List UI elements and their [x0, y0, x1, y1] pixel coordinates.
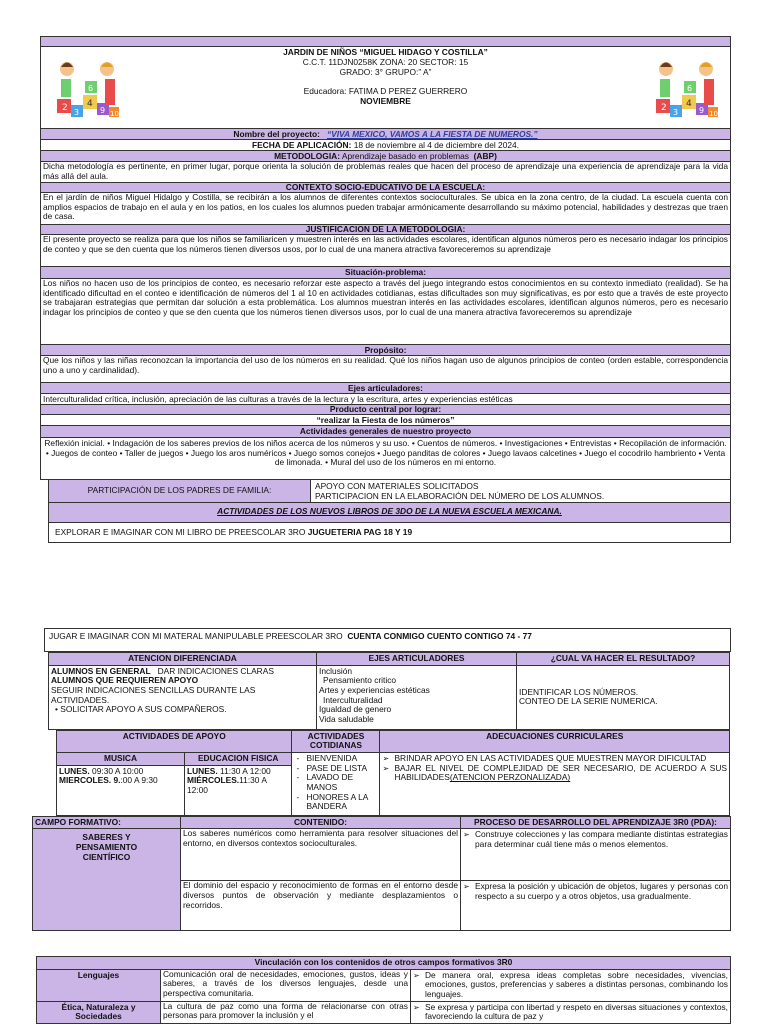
date-row	[40, 140, 731, 151]
music-cell	[57, 765, 185, 815]
pe-cell	[185, 765, 292, 815]
method-value: Aprendizaje basado en problemas	[341, 151, 469, 161]
pda-2: ➢ Expresa la posición y ubicación de objetos, lugares y personas con respecto a su cuerpo y a otros objetos, usa gradualmente.	[463, 882, 728, 901]
product-title: Producto central por lograr:	[40, 405, 731, 415]
links-pda: ➢ Se expresa y participa con libertad y respeto en diversas situaciones y contextos, favoreciendo la cultura de paz y	[413, 1003, 728, 1022]
school-cct: C.C.T. 11DJN0258K ZONA: 20 SECTOR: 15	[302, 57, 469, 67]
parents-value-2: PARTICIPACION EN LA ELABORACIÓN DEL NÚMERO DE LOS ALUMNOS.	[315, 491, 605, 501]
pe-day-1: LUNES.	[187, 765, 218, 776]
links-content: Comunicación oral de necesidades, emociones, gustos, ideas y saberes, a través de los diversos lenguajes, desde una perspectiva comunitaria.	[161, 969, 411, 1001]
adaptation-item-2: ➢ BAJAR EL NIVEL DE COMPLEJIDAD DE SER NECESARIO, DE ACUERDO A SUS HABILIDADES(ATENCION PERZONALIZADA)	[382, 764, 727, 783]
context-title: CONTEXTO SOCIO-EDUCATIVO DE LA ESCUELA:	[40, 183, 731, 193]
links-campo: Lenguajes	[37, 969, 161, 1001]
book-2-activity: CUENTA CONMIGO CUENTO CONTIGO 74 - 77	[347, 631, 532, 641]
method-abbr: (ABP)	[473, 151, 497, 161]
method-label: METODOLOGIA:	[274, 151, 340, 161]
content-header: CONTENIDO:	[181, 816, 461, 829]
svg-text:2: 2	[661, 103, 667, 113]
axes-header: EJES ARTICULADORES	[317, 653, 517, 666]
book-1-name: EXPLORAR E IMAGINAR CON MI LIBRO DE PREESCOLAR 3RO	[55, 527, 306, 537]
context-text: En el jardín de niños Miguel Hidalgo y Costilla, se recibirán a los alumnos de diferentes contextos socioculturales. Se ubica en la zona centro, de la ciudad. La escuela cuenta con amplios espacios de trabajo en el aula y en los patios, en los cuales los alumnos pueden trabajar armónicamente desarrollando su máximo potencial, habilidades y destrezas que traen de casa.	[40, 193, 731, 225]
page-3	[36, 956, 731, 1024]
content-table	[32, 816, 731, 932]
pda-1: ➢ Construye colecciones y las compara mediante distintas estrategias para determinar cuál tiene más o menos elementos.	[463, 830, 728, 849]
axes-cell	[317, 665, 517, 729]
daily-item: - PASE DE LISTA	[294, 764, 377, 774]
daily-item: - LAVADO DE MANOS	[294, 773, 377, 792]
pda-1-cell	[461, 829, 731, 881]
svg-text:2: 2	[62, 103, 68, 113]
school-grade: GRADO: 3° GRUPO:” A”	[339, 67, 432, 77]
axis-item: Igualdad de genero	[319, 704, 392, 715]
daily-cell	[292, 752, 380, 815]
pda-2-cell	[461, 881, 731, 931]
project-name-row	[40, 129, 731, 140]
project-name-label: Nombre del proyecto:	[233, 129, 320, 139]
product-text: “realizar la Fiesta de los números”	[40, 415, 731, 426]
pe-day-2: MIÉRCOLES.	[187, 775, 240, 786]
school-name: JARDIN DE NIÑOS “MIGUEL HIDAGO Y COSTILLA”	[283, 47, 488, 57]
svg-text:3: 3	[74, 108, 80, 117]
result-item-2: CONTEO DE LA SERIE NUMERICA.	[519, 696, 658, 707]
svg-text:4: 4	[686, 99, 692, 109]
music-time-2: :00 A 9:30	[120, 775, 158, 786]
links-pda-cell	[411, 1001, 731, 1023]
problem-text: Los niños no hacen uso de los principios de conteo, es necesario reforzar este aspecto a través del juego integrando estos conocimientos en su contexto inmediato (realidad). Se ha identificado dificultad en el conteo e identificación de números del 1 al 10 en actividades cotidianas, estas dificultades son muy significativas, es por esto que a través de este proyecto se trabajaran estrategias que permitan dar solución a esta problemática. Los alumnos muestran interés en las actividades escolares, identifican algunos números, pero es necesario indagar los principios de conteo y que se den cuenta que los números tienen diversos usos, por lo cual de una manera atractiva favoreceremos su aprendizaje	[40, 279, 731, 345]
attention-title: ATENCION DIFERENCIADA	[49, 653, 317, 666]
svg-text:10: 10	[110, 110, 119, 118]
kids-numbers-logo-left	[53, 59, 123, 123]
axis-item: Vida saludable	[319, 713, 374, 724]
book-1-row	[48, 523, 731, 543]
daily-item: - BIENVENIDA	[294, 754, 377, 764]
links-table	[36, 956, 731, 1024]
campo-header: CAMPO FORMATIVO:	[33, 816, 181, 829]
parents-row	[48, 480, 731, 503]
school-header	[40, 47, 731, 129]
support-title: ACTIVIDADES DE APOYO	[57, 730, 292, 752]
daily-item: - HONORES A LA BANDERA	[294, 793, 377, 812]
svg-text:3: 3	[673, 108, 679, 117]
page-1	[40, 36, 731, 543]
kids-numbers-logo-right	[652, 59, 722, 123]
result-header: ¿CUAL VA HACER EL RESULTADO?	[517, 653, 730, 666]
project-name: “VIVA MEXICO, VAMOS A LA FIESTA DE NUMEROS.”	[326, 129, 538, 139]
attention-support-extra: • SOLICITAR APOYO A SUS COMPAÑEROS.	[55, 704, 227, 715]
adaptations-title: ADECUACIONES CURRICULARES	[380, 730, 730, 752]
activities-text: Reflexión inicial. • Indagación de los saberes previos de los niños acerca de los números y su uso. • Cuentos de números. • Investigaciones • Entrevistas • Recopilación de información. • Juegos de conteo • Taller de juegos • Juego los aros numéricos • Juego somos conejos • Juego panditas de colores • Juego lavaos calcetines • Juego el cocodrilo hambriento • Venta de limonada. • Mural del uso de los números en mi entorno.	[40, 438, 731, 480]
support-table	[56, 730, 730, 816]
adaptation-note: (ATENCION PERZONALIZADA)	[449, 772, 571, 783]
music-day-2: MIERCOLES. 9.	[59, 775, 121, 786]
axis-item: Inclusión	[319, 665, 353, 676]
date-value: 18 de noviembre al 4 de diciembre del 2024.	[353, 140, 520, 150]
axis-item: Interculturalidad	[323, 694, 383, 705]
svg-text:6: 6	[687, 84, 693, 93]
axes-title: Ejes articuladores:	[40, 383, 731, 394]
adaptations-cell	[380, 752, 730, 815]
attention-table	[48, 652, 730, 730]
campo-cell: SABERES Y PENSAMIENTO CIENTÍFICO	[33, 829, 181, 931]
header-bar	[40, 36, 731, 47]
problem-title: Situación-problema:	[40, 267, 731, 279]
teacher-name: Educadora: FATIMA D PEREZ GUERRERO	[303, 86, 468, 96]
content-1: Los saberes numéricos como herramienta para resolver situaciones del entorno, en diversos contextos socioculturales.	[181, 829, 461, 881]
links-title: Vinculación con los contenidos de otros campos formativos 3R0	[37, 957, 731, 970]
adaptation-item-1: ➢ BRINDAR APOYO EN LAS ACTIVIDADES QUE MUESTREN MAYOR DIFICULTAD	[382, 754, 727, 764]
books-title: ACTIVIDADES DE LOS NUEVOS LIBROS DE 3DO DE LA NUEVA ESCUELA MEXICANA.	[217, 506, 562, 516]
axis-item: Pensamiento critico	[323, 675, 397, 686]
links-content: La cultura de paz como una forma de relacionarse con otras personas para promover la inclusión y el	[161, 1001, 411, 1023]
axis-item: Artes y experiencias estéticas	[319, 684, 430, 695]
parents-label: PARTICIPACIÓN DE LOS PADRES DE FAMILIA:	[49, 480, 311, 502]
links-pda-cell	[411, 969, 731, 1001]
parents-values	[311, 480, 608, 502]
attention-general-text: DAR INDICACIONES CLARAS	[157, 665, 274, 676]
date-label: FECHA DE APLICACIÓN:	[251, 140, 352, 150]
result-item-1: IDENTIFICAR LOS NÚMEROS.	[519, 686, 639, 697]
book-1-activity: JUGUETERIA PAG 18 Y 19	[307, 527, 413, 537]
attention-general-label: ALUMNOS EN GENERAL	[51, 665, 151, 676]
pe-header: EDUCACION FISICA	[185, 752, 292, 765]
books-title-row	[48, 503, 731, 523]
pe-time-1: 11:30 A 12:00	[220, 765, 271, 776]
music-day-1: LUNES.	[59, 765, 90, 776]
attention-support-text: SEGUIR INDICACIONES SENCILLAS DURANTE LAS ACTIVIDADES.	[51, 684, 256, 705]
content-2: El dominio del espacio y reconocimiento de formas en el entorno desde diversos puntos de observación y mediante desplazamientos o recorridos.	[181, 881, 461, 931]
method-text: Dicha metodología es pertinente, en primer lugar, porque orienta la solución de problemas reales que hacen del proceso de aprendizaje una experiencia de aprendizaje para la vida más allá del aula.	[40, 162, 731, 183]
parents-value-1: APOYO CON MATERIALES SOLICITADOS	[315, 481, 479, 491]
svg-text:9: 9	[100, 106, 106, 115]
links-pda: ➢ De manera oral, expresa ideas completas sobre necesidades, vivencias, emociones, gustos, preferencias y saberes a distintas personas, combinando los lenguajes.	[413, 971, 728, 1000]
book-2-name: JUGAR E IMAGINAR CON MI MATERAL MANIPULABLE PREESCOLAR 3RO	[49, 631, 343, 641]
music-time-1: 09:30 A 10:00	[92, 765, 144, 776]
justification-title: JUSTIFICACION DE LA METODOLOGIA:	[40, 225, 731, 235]
svg-text:10: 10	[709, 110, 718, 118]
pe-time-2: 11:30 A 12:00	[187, 775, 267, 795]
purpose-title: Propósito:	[40, 345, 731, 356]
purpose-text: Que los niños y las niñas reconozcan la importancia del uso de los números en su realidad. Qué los niños hagan uso de algunos principios de conteo (orden estable, correspondencia uno a uno y cardinalidad).	[40, 356, 731, 383]
links-campo: Ética, Naturaleza y Sociedades	[37, 1001, 161, 1023]
svg-text:4: 4	[87, 99, 93, 109]
attention-cell	[49, 665, 317, 729]
result-cell	[517, 665, 730, 729]
music-header: MUSICA	[57, 752, 185, 765]
book-2-row	[44, 628, 731, 652]
svg-text:6: 6	[88, 84, 94, 93]
attention-support-label: ALUMNOS QUE REQUIEREN APOYO	[51, 675, 199, 686]
page-2	[35, 628, 731, 931]
daily-title: ACTIVIDADES COTIDIANAS	[292, 730, 380, 752]
month: NOVIEMBRE	[360, 96, 411, 106]
axes-text: Interculturalidad crítica, inclusión, apreciación de las culturas a través de la lectura y la escritura, artes y experiencias estéticas	[40, 394, 731, 405]
pda-header: PROCESO DE DESARROLLO DEL APRENDIZAJE 3R0 (PDA):	[461, 816, 731, 829]
activities-title: Actividades generales de nuestro proyecto	[40, 426, 731, 438]
svg-text:9: 9	[699, 106, 705, 115]
justification-text: El presente proyecto se realiza para que los niños se familiaricen y muestren interés en las actividades escolares, identifican algunos números pero es necesario indagar los principios de conteo y que se den cuenta que los números tienen diversos usos, por lo cual de una manera atractiva favoreceremos su aprendizaje	[40, 235, 731, 267]
